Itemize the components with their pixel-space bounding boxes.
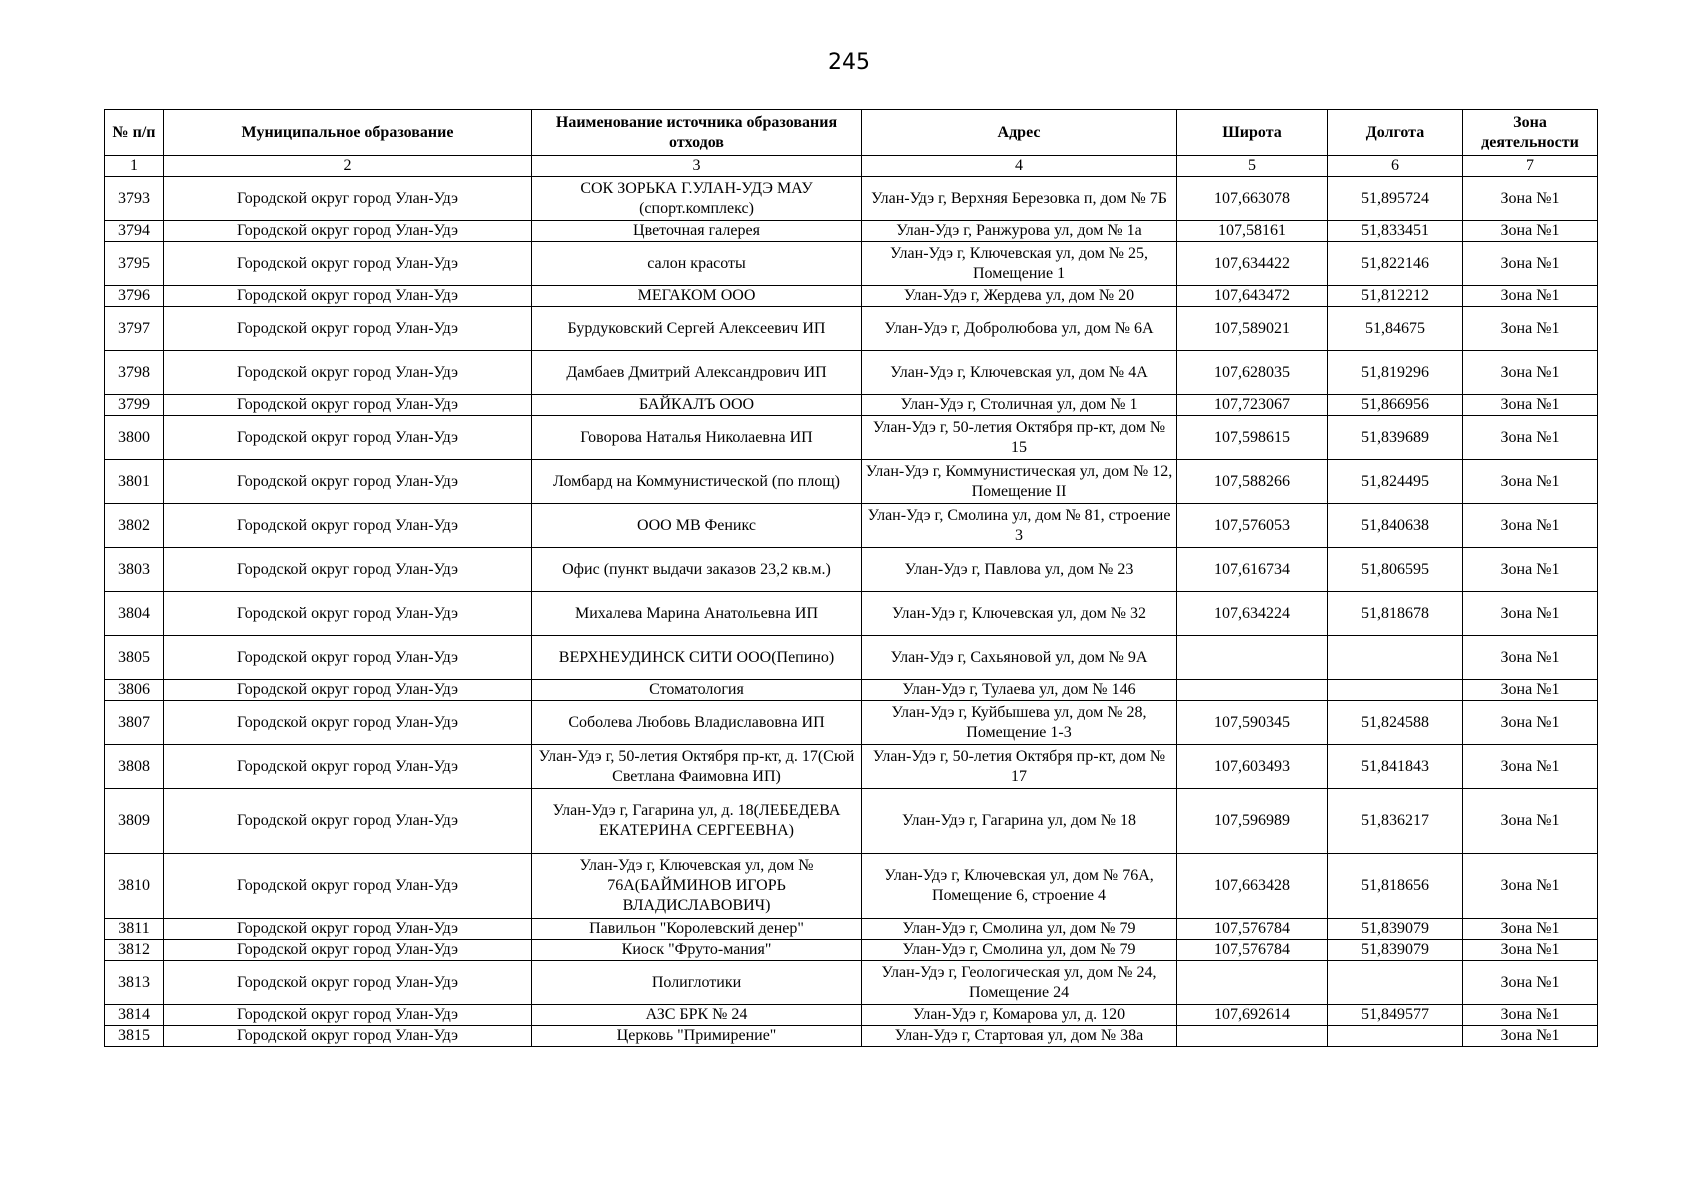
column-index-row <box>105 156 1598 177</box>
longitude-cell: 51,824495 <box>1328 460 1463 504</box>
longitude-cell <box>1328 636 1463 680</box>
source-name-cell: Дамбаев Дмитрий Александрович ИП <box>532 351 862 395</box>
zone-cell: Зона №1 <box>1463 701 1598 745</box>
table-row <box>105 416 1598 460</box>
zone-cell: Зона №1 <box>1463 351 1598 395</box>
column-index: 6 <box>1328 156 1463 177</box>
address-cell: Улан-Удэ г, Смолина ул, дом № 79 <box>862 940 1177 961</box>
longitude-cell: 51,806595 <box>1328 548 1463 592</box>
header-municipality: Муниципальное образование <box>164 110 532 156</box>
municipality-cell: Городской округ город Улан-Удэ <box>164 745 532 789</box>
table-row <box>105 460 1598 504</box>
source-name-cell: СОК ЗОРЬКА Г.УЛАН-УДЭ МАУ (спорт.комплекс) <box>532 177 862 221</box>
source-name-cell: Улан-Удэ г, Ключевская ул, дом № 76А(БАЙМИНОВ ИГОРЬ ВЛАДИСЛАВОВИЧ) <box>532 854 862 919</box>
latitude-cell: 107,596989 <box>1177 789 1328 854</box>
source-name-cell: Церковь "Примирение" <box>532 1026 862 1047</box>
source-name-cell: Улан-Удэ г, Гагарина ул, д. 18(ЛЕБЕДЕВА ЕКАТЕРИНА СЕРГЕЕВНА) <box>532 789 862 854</box>
zone-cell: Зона №1 <box>1463 1026 1598 1047</box>
header-address: Адрес <box>862 110 1177 156</box>
longitude-cell: 51,866956 <box>1328 395 1463 416</box>
municipality-cell: Городской округ город Улан-Удэ <box>164 177 532 221</box>
row-number: 3798 <box>105 351 164 395</box>
header-longitude: Долгота <box>1328 110 1463 156</box>
row-number: 3802 <box>105 504 164 548</box>
latitude-cell: 107,663428 <box>1177 854 1328 919</box>
header-zone: Зона деятельности <box>1463 110 1598 156</box>
zone-cell: Зона №1 <box>1463 395 1598 416</box>
zone-cell: Зона №1 <box>1463 416 1598 460</box>
address-cell: Улан-Удэ г, Ключевская ул, дом № 25, Помещение 1 <box>862 242 1177 286</box>
row-number: 3803 <box>105 548 164 592</box>
municipality-cell: Городской округ город Улан-Удэ <box>164 460 532 504</box>
row-number: 3796 <box>105 286 164 307</box>
zone-cell: Зона №1 <box>1463 548 1598 592</box>
row-number: 3806 <box>105 680 164 701</box>
address-cell: Улан-Удэ г, Ранжурова ул, дом № 1а <box>862 221 1177 242</box>
header-latitude: Широта <box>1177 110 1328 156</box>
zone-cell: Зона №1 <box>1463 789 1598 854</box>
address-cell: Улан-Удэ г, Ключевская ул, дом № 32 <box>862 592 1177 636</box>
latitude-cell: 107,576784 <box>1177 940 1328 961</box>
zone-cell: Зона №1 <box>1463 307 1598 351</box>
zone-cell: Зона №1 <box>1463 242 1598 286</box>
address-cell: Улан-Удэ г, Геологическая ул, дом № 24, Помещение 24 <box>862 961 1177 1005</box>
latitude-cell: 107,616734 <box>1177 548 1328 592</box>
zone-cell: Зона №1 <box>1463 592 1598 636</box>
longitude-cell: 51,841843 <box>1328 745 1463 789</box>
longitude-cell: 51,895724 <box>1328 177 1463 221</box>
municipality-cell: Городской округ город Улан-Удэ <box>164 416 532 460</box>
longitude-cell: 51,818678 <box>1328 592 1463 636</box>
table-row <box>105 504 1598 548</box>
table-row <box>105 854 1598 919</box>
municipality-cell: Городской округ город Улан-Удэ <box>164 592 532 636</box>
table-row <box>105 242 1598 286</box>
table-row <box>105 592 1598 636</box>
source-name-cell: Павильон "Королевский денер" <box>532 919 862 940</box>
zone-cell: Зона №1 <box>1463 1005 1598 1026</box>
address-cell: Улан-Удэ г, Смолина ул, дом № 81, строение 3 <box>862 504 1177 548</box>
zone-cell: Зона №1 <box>1463 854 1598 919</box>
address-cell: Улан-Удэ г, 50-летия Октября пр-кт, дом № 17 <box>862 745 1177 789</box>
table-row <box>105 1026 1598 1047</box>
longitude-cell: 51,833451 <box>1328 221 1463 242</box>
header-number: № п/п <box>105 110 164 156</box>
latitude-cell: 107,643472 <box>1177 286 1328 307</box>
table-row <box>105 961 1598 1005</box>
zone-cell: Зона №1 <box>1463 286 1598 307</box>
row-number: 3805 <box>105 636 164 680</box>
zone-cell: Зона №1 <box>1463 636 1598 680</box>
municipality-cell: Городской округ город Улан-Удэ <box>164 680 532 701</box>
row-number: 3813 <box>105 961 164 1005</box>
source-name-cell: Ломбард на Коммунистической (по площ) <box>532 460 862 504</box>
latitude-cell: 107,663078 <box>1177 177 1328 221</box>
municipality-cell: Городской округ город Улан-Удэ <box>164 351 532 395</box>
municipality-cell: Городской округ город Улан-Удэ <box>164 548 532 592</box>
longitude-cell: 51,819296 <box>1328 351 1463 395</box>
row-number: 3799 <box>105 395 164 416</box>
source-name-cell: Стоматология <box>532 680 862 701</box>
row-number: 3800 <box>105 416 164 460</box>
row-number: 3807 <box>105 701 164 745</box>
column-index: 3 <box>532 156 862 177</box>
longitude-cell: 51,840638 <box>1328 504 1463 548</box>
latitude-cell: 107,590345 <box>1177 701 1328 745</box>
zone-cell: Зона №1 <box>1463 680 1598 701</box>
source-name-cell: АЗС БРК № 24 <box>532 1005 862 1026</box>
row-number: 3815 <box>105 1026 164 1047</box>
latitude-cell: 107,603493 <box>1177 745 1328 789</box>
source-name-cell: Киоск "Фруто-мания" <box>532 940 862 961</box>
zone-cell: Зона №1 <box>1463 221 1598 242</box>
zone-cell: Зона №1 <box>1463 940 1598 961</box>
source-name-cell: Улан-Удэ г, 50-летия Октября пр-кт, д. 17(Сюй Светлана Фаимовна ИП) <box>532 745 862 789</box>
municipality-cell: Городской округ город Улан-Удэ <box>164 504 532 548</box>
source-name-cell: Офис (пункт выдачи заказов 23,2 кв.м.) <box>532 548 862 592</box>
table-body <box>105 177 1598 1047</box>
address-cell: Улан-Удэ г, Куйбышева ул, дом № 28, Помещение 1-3 <box>862 701 1177 745</box>
municipality-cell: Городской округ город Улан-Удэ <box>164 221 532 242</box>
municipality-cell: Городской округ город Улан-Удэ <box>164 636 532 680</box>
address-cell: Улан-Удэ г, Коммунистическая ул, дом № 12, Помещение II <box>862 460 1177 504</box>
latitude-cell: 107,576784 <box>1177 919 1328 940</box>
longitude-cell <box>1328 680 1463 701</box>
column-index: 2 <box>164 156 532 177</box>
row-number: 3812 <box>105 940 164 961</box>
source-name-cell: салон красоты <box>532 242 862 286</box>
row-number: 3793 <box>105 177 164 221</box>
longitude-cell: 51,822146 <box>1328 242 1463 286</box>
table-row <box>105 745 1598 789</box>
latitude-cell: 107,723067 <box>1177 395 1328 416</box>
source-name-cell: МЕГАКОМ ООО <box>532 286 862 307</box>
row-number: 3809 <box>105 789 164 854</box>
zone-cell: Зона №1 <box>1463 504 1598 548</box>
longitude-cell: 51,849577 <box>1328 1005 1463 1026</box>
source-name-cell: Полиглотики <box>532 961 862 1005</box>
source-name-cell: БАЙКАЛЪ ООО <box>532 395 862 416</box>
address-cell: Улан-Удэ г, Гагарина ул, дом № 18 <box>862 789 1177 854</box>
row-number: 3795 <box>105 242 164 286</box>
source-name-cell: Соболева Любовь Владиславовна ИП <box>532 701 862 745</box>
row-number: 3804 <box>105 592 164 636</box>
table-row <box>105 177 1598 221</box>
table-row <box>105 919 1598 940</box>
table-row <box>105 351 1598 395</box>
municipality-cell: Городской округ город Улан-Удэ <box>164 1005 532 1026</box>
row-number: 3811 <box>105 919 164 940</box>
latitude-cell: 107,589021 <box>1177 307 1328 351</box>
latitude-cell <box>1177 1026 1328 1047</box>
longitude-cell <box>1328 961 1463 1005</box>
address-cell: Улан-Удэ г, Верхняя Березовка п, дом № 7Б <box>862 177 1177 221</box>
table-row <box>105 701 1598 745</box>
municipality-cell: Городской округ город Улан-Удэ <box>164 854 532 919</box>
address-cell: Улан-Удэ г, Комарова ул, д. 120 <box>862 1005 1177 1026</box>
municipality-cell: Городской округ город Улан-Удэ <box>164 701 532 745</box>
table-row <box>105 221 1598 242</box>
zone-cell: Зона №1 <box>1463 177 1598 221</box>
row-number: 3797 <box>105 307 164 351</box>
table-row <box>105 680 1598 701</box>
address-cell: Улан-Удэ г, Павлова ул, дом № 23 <box>862 548 1177 592</box>
latitude-cell: 107,634422 <box>1177 242 1328 286</box>
address-cell: Улан-Удэ г, Стартовая ул, дом № 38а <box>862 1026 1177 1047</box>
latitude-cell <box>1177 636 1328 680</box>
column-index: 7 <box>1463 156 1598 177</box>
table-row <box>105 789 1598 854</box>
header-row <box>105 110 1598 156</box>
table-row <box>105 548 1598 592</box>
municipality-cell: Городской округ город Улан-Удэ <box>164 242 532 286</box>
latitude-cell: 107,598615 <box>1177 416 1328 460</box>
longitude-cell: 51,839689 <box>1328 416 1463 460</box>
latitude-cell: 107,58161 <box>1177 221 1328 242</box>
latitude-cell <box>1177 680 1328 701</box>
source-name-cell: Говорова Наталья Николаевна ИП <box>532 416 862 460</box>
longitude-cell: 51,836217 <box>1328 789 1463 854</box>
municipality-cell: Городской округ город Улан-Удэ <box>164 286 532 307</box>
longitude-cell: 51,812212 <box>1328 286 1463 307</box>
address-cell: Улан-Удэ г, Добролюбова ул, дом № 6А <box>862 307 1177 351</box>
municipality-cell: Городской округ город Улан-Удэ <box>164 961 532 1005</box>
longitude-cell: 51,818656 <box>1328 854 1463 919</box>
source-name-cell: ООО МВ Феникс <box>532 504 862 548</box>
waste-sources-table <box>104 109 1598 1047</box>
table-row <box>105 636 1598 680</box>
municipality-cell: Городской округ город Улан-Удэ <box>164 919 532 940</box>
source-name-cell: ВЕРХНЕУДИНСК СИТИ ООО(Пепино) <box>532 636 862 680</box>
zone-cell: Зона №1 <box>1463 919 1598 940</box>
municipality-cell: Городской округ город Улан-Удэ <box>164 940 532 961</box>
row-number: 3810 <box>105 854 164 919</box>
column-index: 5 <box>1177 156 1328 177</box>
row-number: 3801 <box>105 460 164 504</box>
latitude-cell: 107,692614 <box>1177 1005 1328 1026</box>
header-source-name: Наименование источника образования отходов <box>532 110 862 156</box>
longitude-cell: 51,824588 <box>1328 701 1463 745</box>
table-row <box>105 940 1598 961</box>
zone-cell: Зона №1 <box>1463 745 1598 789</box>
longitude-cell: 51,839079 <box>1328 919 1463 940</box>
column-index: 4 <box>862 156 1177 177</box>
zone-cell: Зона №1 <box>1463 961 1598 1005</box>
row-number: 3794 <box>105 221 164 242</box>
latitude-cell: 107,628035 <box>1177 351 1328 395</box>
address-cell: Улан-Удэ г, Ключевская ул, дом № 4А <box>862 351 1177 395</box>
table-row <box>105 395 1598 416</box>
zone-cell: Зона №1 <box>1463 460 1598 504</box>
latitude-cell: 107,588266 <box>1177 460 1328 504</box>
row-number: 3814 <box>105 1005 164 1026</box>
latitude-cell: 107,576053 <box>1177 504 1328 548</box>
address-cell: Улан-Удэ г, 50-летия Октября пр-кт, дом № 15 <box>862 416 1177 460</box>
address-cell: Улан-Удэ г, Жердева ул, дом № 20 <box>862 286 1177 307</box>
municipality-cell: Городской округ город Улан-Удэ <box>164 395 532 416</box>
page-number: 245 <box>828 50 870 75</box>
table-row <box>105 1005 1598 1026</box>
municipality-cell: Городской округ город Улан-Удэ <box>164 307 532 351</box>
address-cell: Улан-Удэ г, Ключевская ул, дом № 76А, Помещение 6, строение 4 <box>862 854 1177 919</box>
latitude-cell <box>1177 961 1328 1005</box>
address-cell: Улан-Удэ г, Смолина ул, дом № 79 <box>862 919 1177 940</box>
address-cell: Улан-Удэ г, Сахьяновой ул, дом № 9А <box>862 636 1177 680</box>
longitude-cell: 51,84675 <box>1328 307 1463 351</box>
table-row <box>105 286 1598 307</box>
source-name-cell: Цветочная галерея <box>532 221 862 242</box>
column-index: 1 <box>105 156 164 177</box>
table-row <box>105 307 1598 351</box>
longitude-cell: 51,839079 <box>1328 940 1463 961</box>
source-name-cell: Бурдуковский Сергей Алексеевич ИП <box>532 307 862 351</box>
address-cell: Улан-Удэ г, Столичная ул, дом № 1 <box>862 395 1177 416</box>
municipality-cell: Городской округ город Улан-Удэ <box>164 789 532 854</box>
municipality-cell: Городской округ город Улан-Удэ <box>164 1026 532 1047</box>
latitude-cell: 107,634224 <box>1177 592 1328 636</box>
longitude-cell <box>1328 1026 1463 1047</box>
row-number: 3808 <box>105 745 164 789</box>
address-cell: Улан-Удэ г, Тулаева ул, дом № 146 <box>862 680 1177 701</box>
source-name-cell: Михалева Марина Анатольевна ИП <box>532 592 862 636</box>
